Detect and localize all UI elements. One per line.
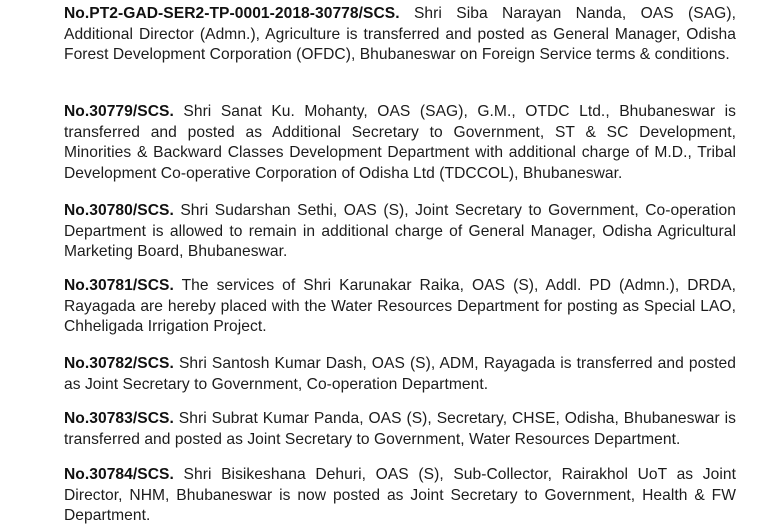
- order-number: No.30780/SCS.: [64, 202, 174, 219]
- order-paragraph: [64, 354, 736, 395]
- order-paragraph: [64, 409, 736, 450]
- order-text: Shri Bisikeshana Dehuri, OAS (S), Sub-Collector, Rairakhol UoT as Joint Director, NHM, Bhubaneswar is now posted as Joint Secretary to Government, Health & FW Department.: [64, 466, 736, 525]
- order-number: No.30782/SCS.: [64, 355, 174, 372]
- order-number: No.30784/SCS.: [64, 466, 174, 483]
- order-number: No.30781/SCS.: [64, 277, 174, 294]
- order-text: Shri Sudarshan Sethi, OAS (S), Joint Secretary to Government, Co-operation Department is allowed to remain in additional charge of General Manager, Odisha Agricultural Marketing Board, Bhubaneswar.: [64, 202, 736, 261]
- order-text: The services of Shri Karunakar Raika, OAS (S), Addl. PD (Admn.), DRDA, Rayagada are hereby placed with the Water Resources Department for posting as Special LAO, Chheligada Irrigation Project.: [64, 277, 736, 336]
- order-number: No.30783/SCS.: [64, 410, 174, 427]
- order-paragraph: [64, 201, 736, 263]
- order-text: Shri Santosh Kumar Dash, OAS (S), ADM, Rayagada is transferred and posted as Joint Secretary to Government, Co-operation Department.: [64, 355, 736, 393]
- order-paragraph: [64, 276, 736, 338]
- order-text: Shri Siba Narayan Nanda, OAS (SAG), Additional Director (Admn.), Agriculture is transferred and posted as General Manager, Odisha Forest Development Corporation (OFDC), Bhubaneswar on Foreign Service terms & conditions.: [64, 5, 736, 64]
- order-paragraph: [64, 102, 736, 184]
- order-paragraph: [64, 465, 736, 527]
- order-paragraph: [64, 4, 736, 66]
- order-number: No.30779/SCS.: [64, 103, 174, 120]
- order-text: Shri Sanat Ku. Mohanty, OAS (SAG), G.M., OTDC Ltd., Bhubaneswar is transferred and posted as Additional Secretary to Government, ST & SC Development, Minorities & Backward Classes Development Department with additional charge of M.D., Tribal Development Co-operative Corporation of Odisha Ltd (TDCCOL), Bhubaneswar.: [64, 103, 736, 182]
- order-text: Shri Subrat Kumar Panda, OAS (S), Secretary, CHSE, Odisha, Bhubaneswar is transferred and posted as Joint Secretary to Government, Water Resources Department.: [64, 410, 736, 448]
- order-number: No.PT2-GAD-SER2-TP-0001-2018-30778/SCS.: [64, 5, 400, 22]
